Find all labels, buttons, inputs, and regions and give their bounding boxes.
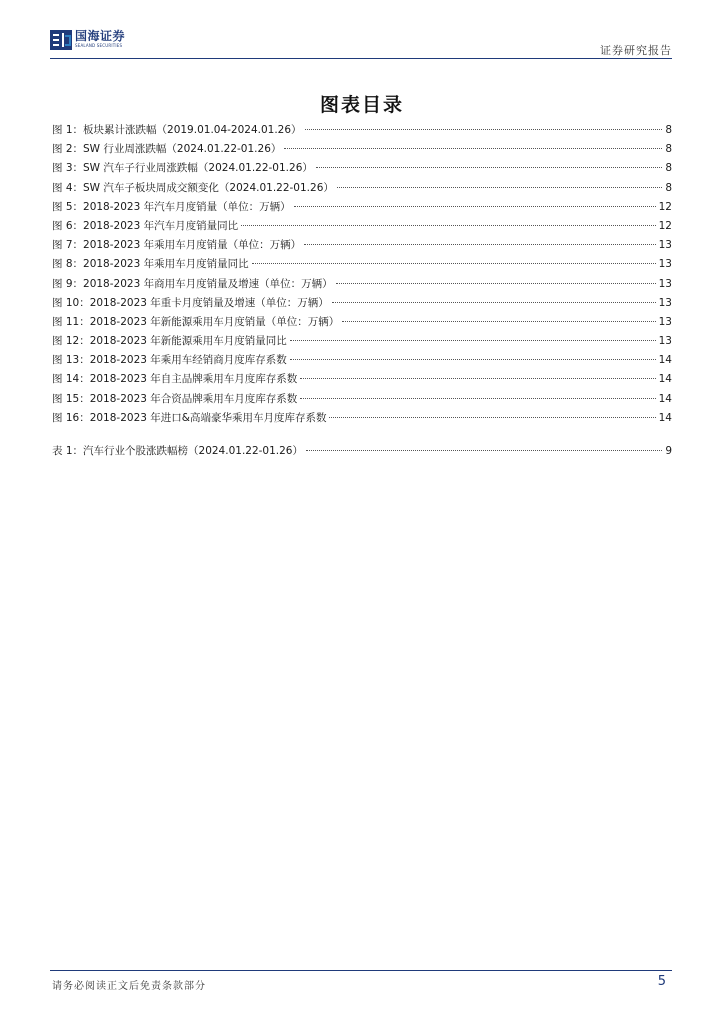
toc-entry[interactable] xyxy=(52,198,672,217)
toc-entry-page: 13 xyxy=(658,258,672,271)
toc-entry[interactable] xyxy=(52,351,672,370)
toc-entry-page: 8 xyxy=(665,181,672,194)
toc-entry[interactable] xyxy=(52,159,672,178)
toc-leader-dots xyxy=(300,378,655,379)
toc-entry-page: 12 xyxy=(658,200,672,213)
toc-leader-dots xyxy=(252,263,656,264)
logo-chinese-name: 国海证券 xyxy=(75,29,126,43)
toc-entry-page: 12 xyxy=(658,219,672,232)
toc-entry-label: 图 1：板块累计涨跌幅（2019.01.04-2024.01.26） xyxy=(52,124,302,136)
toc-leader-dots xyxy=(329,417,655,418)
toc-entry-page: 14 xyxy=(658,354,672,367)
sealand-logo-icon xyxy=(50,30,72,50)
toc-entry-page: 14 xyxy=(658,411,672,424)
page-number: 5 xyxy=(657,974,666,989)
toc-entry-label: 图 16：2018-2023 年进口&高端豪华乘用车月度库存系数 xyxy=(52,411,327,424)
toc-entry-label: 图 13：2018-2023 年乘用车经销商月度库存系数 xyxy=(52,354,287,367)
toc-entry-label: 图 9：2018-2023 年商用车月度销量及增速（单位：万辆） xyxy=(52,277,333,290)
toc-entry-page: 13 xyxy=(658,277,672,290)
toc-entry[interactable] xyxy=(52,294,672,313)
toc-leader-dots xyxy=(294,206,656,207)
page-footer xyxy=(50,970,672,991)
toc-entry-page: 13 xyxy=(658,239,672,252)
toc-leader-dots xyxy=(305,129,663,130)
toc-entry-label: 图 2：SW 行业周涨跌幅（2024.01.22-01.26） xyxy=(52,143,282,156)
toc-entry-label: 图 8：2018-2023 年乘用车月度销量同比 xyxy=(52,258,249,271)
toc-entry-label: 图 5：2018-2023 年汽车月度销量（单位：万辆） xyxy=(52,200,291,213)
toc-entry-label: 图 14：2018-2023 年自主品牌乘用车月度库存系数 xyxy=(52,373,298,386)
page-header xyxy=(50,28,672,59)
toc-entry-page: 14 xyxy=(658,373,672,386)
toc-entry-page: 13 xyxy=(658,296,672,309)
toc-entry-label: 图 4：SW 汽车子板块周成交额变化（2024.01.22-01.26） xyxy=(52,181,334,194)
toc-entry[interactable] xyxy=(52,313,672,332)
toc-entry-page: 8 xyxy=(665,143,672,156)
toc-entry-page: 9 xyxy=(665,445,672,457)
toc-entry-label: 表 1：汽车行业个股涨跌幅榜（2024.01.22-01.26） xyxy=(52,445,303,457)
toc-entry[interactable] xyxy=(52,409,672,428)
toc-entry[interactable] xyxy=(52,121,672,140)
toc-entry[interactable] xyxy=(52,390,672,409)
table-list xyxy=(52,442,672,461)
toc-entry-page: 8 xyxy=(665,124,672,136)
toc-entry-label: 图 10：2018-2023 年重卡月度销量及增速（单位：万辆） xyxy=(52,296,329,309)
toc-entry[interactable] xyxy=(52,140,672,159)
toc-entry-page: 13 xyxy=(658,335,672,348)
toc-entry-page: 14 xyxy=(658,392,672,405)
toc-entry-label: 图 11：2018-2023 年新能源乘用车月度销量（单位：万辆） xyxy=(52,315,340,328)
toc-leader-dots xyxy=(316,167,662,168)
toc-leader-dots xyxy=(304,244,656,245)
toc-entry[interactable] xyxy=(52,179,672,198)
toc-leader-dots xyxy=(284,148,662,149)
toc-entry[interactable] xyxy=(52,442,672,461)
toc-entry-label: 图 12：2018-2023 年新能源乘用车月度销量同比 xyxy=(52,335,287,348)
toc-leader-dots xyxy=(337,187,662,188)
toc-entry-label: 图 3：SW 汽车子行业周涨跌幅（2024.01.22-01.26） xyxy=(52,162,313,175)
toc-entry-label: 图 7：2018-2023 年乘用车月度销量（单位：万辆） xyxy=(52,239,302,252)
toc-title: 图表目录 xyxy=(319,94,404,116)
toc-leader-dots xyxy=(290,340,656,341)
toc-entry-page: 8 xyxy=(665,162,672,175)
disclaimer-note: 请务必阅读正文后免责条款部分 xyxy=(52,981,206,992)
toc-leader-dots xyxy=(342,321,655,322)
toc-entry-label: 图 15：2018-2023 年合资品牌乘用车月度库存系数 xyxy=(52,392,298,405)
toc-entry[interactable] xyxy=(52,255,672,274)
toc-leader-dots xyxy=(300,398,655,399)
report-type-label: 证券研究报告 xyxy=(600,44,672,57)
toc-leader-dots xyxy=(332,302,656,303)
company-logo xyxy=(50,30,125,52)
logo-english-name: SEALAND SECURITIES xyxy=(75,43,123,48)
toc-leader-dots xyxy=(290,359,656,360)
toc-entry-page: 13 xyxy=(658,315,672,328)
toc-leader-dots xyxy=(336,283,656,284)
toc-entry[interactable] xyxy=(52,370,672,389)
toc-leader-dots xyxy=(306,450,662,451)
toc-leader-dots xyxy=(241,225,656,226)
toc-entry[interactable] xyxy=(52,236,672,255)
toc-entry[interactable] xyxy=(52,217,672,236)
toc-entry[interactable] xyxy=(52,332,672,351)
toc-entry-label: 图 6：2018-2023 年汽车月度销量同比 xyxy=(52,219,239,232)
toc-entry[interactable] xyxy=(52,275,672,294)
figure-list xyxy=(52,121,672,428)
